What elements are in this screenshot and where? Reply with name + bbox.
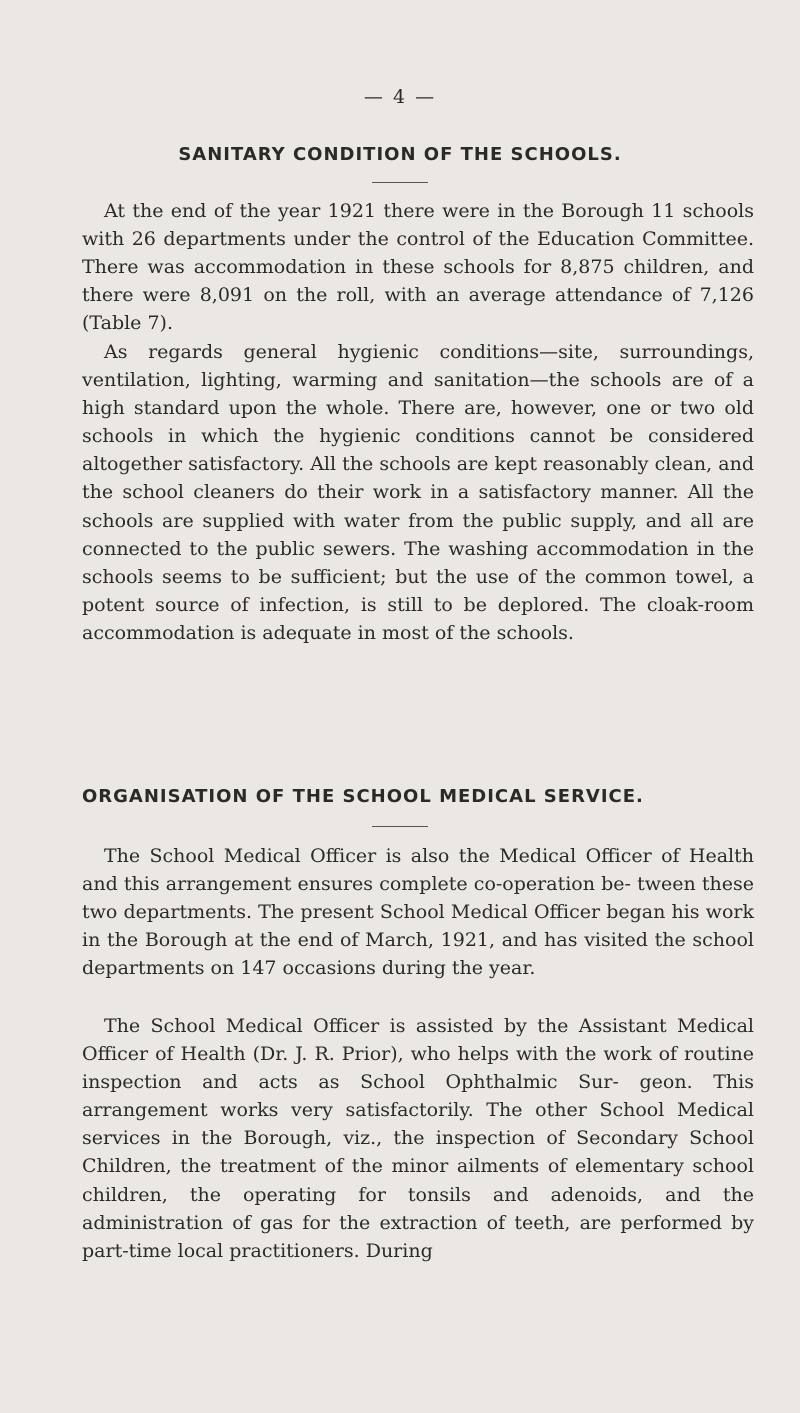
- section-divider: [372, 182, 428, 183]
- section-heading-medical-service: ORGANISATION OF THE SCHOOL MEDICAL SERVICE.: [82, 786, 644, 807]
- paragraph-hygienic-conditions: As regards general hygienic conditions—site, surroundings, ventilation, lighting, warming and sanitation—the schools are of a high standard upon the whole. There are, however, one or two old schools in which the hygienic conditions cannot be considered altogether satisfactory. All the schools are kept reasonably clean, and the school cleaners do their work in a satisfactory manner. All the schools are supplied with water from the public supply, and all are connected to the public sewers. The washing accommodation in the schools seems to be sufficient; but the use of the common towel, a potent source of infection, is still to be deplored. The cloak-room accommodation is adequate in most of the schools.: [82, 341, 754, 644]
- section-divider: [372, 826, 428, 827]
- page-number: — 4 —: [363, 86, 437, 108]
- paragraph-medical-officer: The School Medical Officer is also the Medical Officer of Health and this arrangement ensures complete co-operation be- tween these two departments. The present School Medical Officer began his work in the Borough at the end of March, 1921, and has visited the school departments on 147 occasions during the year.: [82, 845, 754, 980]
- section-heading-sanitary-condition: SANITARY CONDITION OF THE SCHOOLS.: [178, 144, 622, 165]
- paragraph-school-accommodation: At the end of the year 1921 there were in the Borough 11 schools with 26 departments under the control of the Education Committee. There was accommodation in these schools for 8,875 children, and there were 8,091 on the roll, with an average attendance of 7,126 (Table 7).: [82, 200, 754, 335]
- paragraph-assistant-officer: The School Medical Officer is assisted by the Assistant Medical Officer of Health (Dr. J. R. Prior), who helps with the work of routine inspection and acts as School Ophthalmic Sur- geon. This arrangement works very satisfactorily. The other School Medical services in the Borough, viz., the inspection of Secondary School Children, the treatment of the minor ailments of elementary school children, the operating for tonsils and adenoids, and the administration of gas for the extraction of teeth, are performed by part-time local practitioners. During: [82, 1015, 754, 1262]
